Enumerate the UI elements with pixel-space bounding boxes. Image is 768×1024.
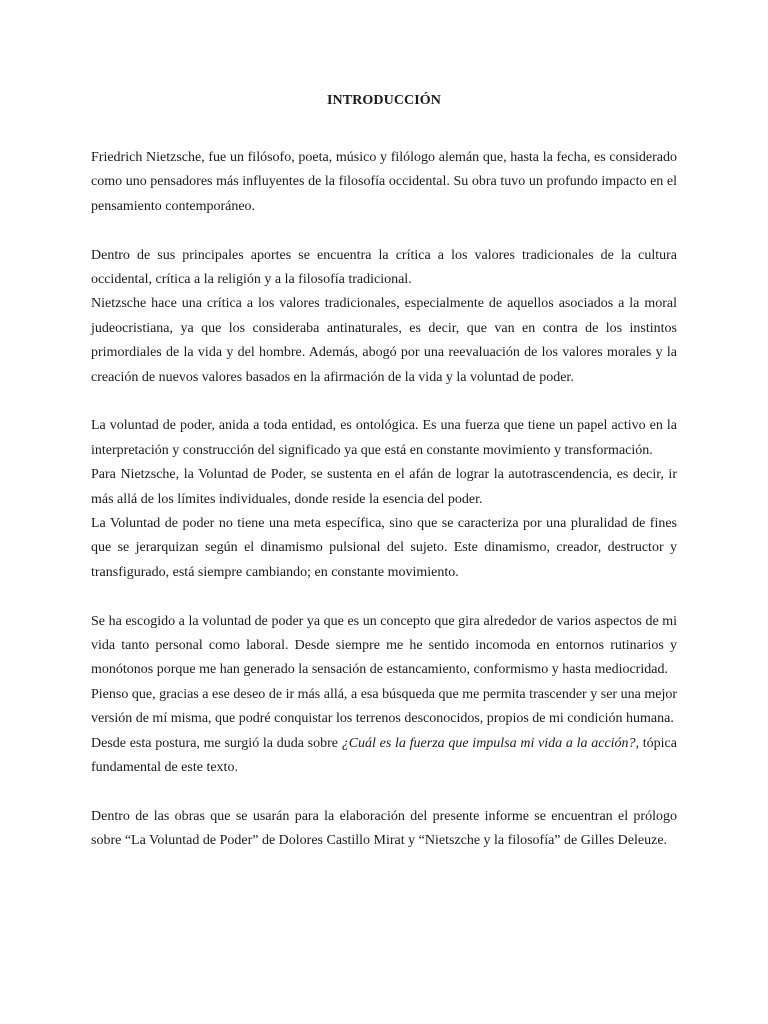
paragraph-motivacion: Se ha escogido a la voluntad de poder ya que es un concepto que gira alrededor de varios aspectos de mi vida tanto personal como laboral. Desde siempre me he sentido incomoda en entornos rutinarios y monótonos porque me han generado la sensación de estancamiento, conformismo y hasta mediocridad. [91, 613, 677, 678]
paragraph-obras: Dentro de las obras que se usarán para la elaboración del presente informe se encuentran el prólogo sobre “La Voluntad de Poder” de Dolores Castillo Mirat y “Nietszche y la filosofía” de Gilles Deleuze. [91, 808, 677, 849]
question-outro-text: , tópica fundamental de este texto. [91, 735, 677, 776]
paragraph-ir-mas-alla: Pienso que, gracias a ese deseo de ir más allá, a esa búsqueda que me permita trascender y ser una mejor versión de mí misma, que podré conquistar los terrenos desconocidos, propios de mi condición humana. [91, 686, 677, 727]
paragraph-intro: Friedrich Nietzsche, fue un filósofo, poeta, músico y filólogo alemán que, hasta la fecha, es considerado como uno pensadores más influyentes de la filosofía occidental. Su obra tuvo un profundo impacto en el pensamiento contemporáneo. [91, 150, 677, 214]
document-body [91, 146, 677, 854]
paragraph-voluntad-ontologica: La voluntad de poder, anida a toda entidad, es ontológica. Es una fuerza que tiene un papel activo en la interpretación y construcción del significado ya que está en constante movimiento y transformación. [91, 418, 677, 458]
paragraph-autotrascendencia: Para Nietzsche, la Voluntad de Poder, se sustenta en el afán de lograr la autotrascendencia, es decir, ir más allá de los límites individuales, donde reside la esencia del poder. [91, 467, 677, 507]
paragraph-critica: Nietzsche hace una crítica a los valores tradicionales, especialmente de aquellos asociados a la moral judeocristiana, ya que los consideraba antinaturales, es decir, que van en contra de los instintos primordiales de la vida y del hombre. Además, abogó por una reevaluación de los valores morales y la creación de nuevos valores basados en la afirmación de la vida y la voluntad de poder. [91, 296, 677, 385]
question-intro-text: Desde esta postura, me surgió la duda sobre [91, 735, 342, 751]
paragraph-pluralidad-fines: La Voluntad de poder no tiene una meta específica, sino que se caracteriza por una pluralidad de fines que se jerarquizan según el dinamismo pulsional del sujeto. Este dinamismo, creador, destructor y transfigurado, está siempre cambiando; en constante movimiento. [91, 516, 677, 580]
page-title: INTRODUCCIÓN [327, 93, 441, 108]
paragraph-pregunta [91, 732, 677, 781]
guiding-question: ¿Cuál es la fuerza que impulsa mi vida a la acción? [341, 735, 636, 751]
paragraph-aportes: Dentro de sus principales aportes se encuentra la crítica a los valores tradicionales de la cultura occidental, crítica a la religión y a la filosofía tradicional. [91, 247, 677, 288]
